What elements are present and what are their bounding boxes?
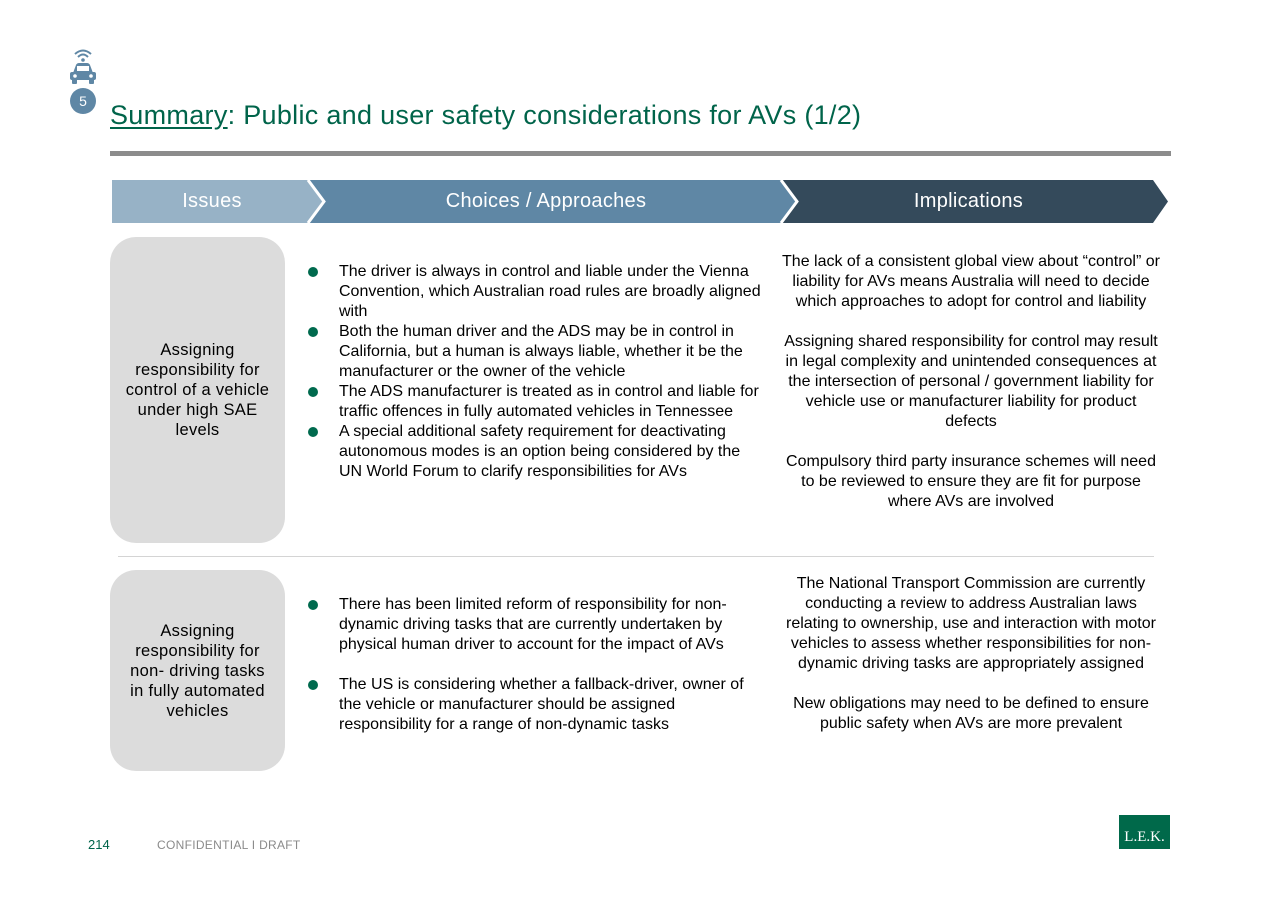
- column-header-bar: [110, 180, 1170, 223]
- implications-header: Implications: [913, 190, 1024, 212]
- list-item: The driver is always in control and liable under the Vienna Convention, which Australian road rules are broadly aligned with: [305, 262, 767, 322]
- list-item: Both the human driver and the ADS may be in control in California, but a human is always liable, whether it be the manufacturer or the owner of the vehicle: [305, 322, 767, 382]
- issues-header: Issues: [182, 190, 242, 212]
- choices-list-control: [305, 262, 767, 482]
- confidential-label: CONFIDENTIAL I DRAFT: [157, 838, 301, 852]
- implication-text: New obligations may need to be defined to ensure public safety when AVs are more prevalent: [793, 695, 1149, 732]
- row-divider: [118, 556, 1154, 557]
- list-item: There has been limited reform of responsibility for non-dynamic driving tasks that are currently undertaken by physical human driver to account for the impact of AVs: [305, 595, 767, 655]
- issue-label-control: Assigning responsibility for control of a vehicle under high SAE levels: [110, 237, 285, 543]
- title-rule: [110, 151, 1171, 156]
- connected-car-icon: [67, 46, 99, 86]
- page-title: [110, 100, 861, 131]
- list-item: A special additional safety requirement for deactivating autonomous modes is an option being considered by the UN World Forum to clarify responsibilities for AVs: [305, 422, 767, 482]
- list-item: The US is considering whether a fallback-driver, owner of the vehicle or manufacturer should be assigned responsibility for a range of non-dynamic tasks: [305, 675, 767, 735]
- implication-text: The National Transport Commission are currently conducting a review to address Australian laws relating to ownership, use and interaction with motor vehicles to assess whether responsibilities for non-dynamic driving tasks are appropriately assigned: [786, 575, 1156, 672]
- implication-text: Compulsory third party insurance schemes will need to be reviewed to ensure they are fit for purpose where AVs are involved: [786, 453, 1156, 510]
- implications-control: [778, 252, 1164, 512]
- choices-list-non-driving: [305, 595, 767, 735]
- page-title-rest: : Public and user safety considerations for AVs (1/2): [227, 100, 862, 130]
- choices-header: Choices / Approaches: [445, 190, 647, 212]
- issue-label-non-driving: Assigning responsibility for non- driving tasks in fully automated vehicles: [110, 570, 285, 771]
- implication-text: The lack of a consistent global view about “control” or liability for AVs means Australia will need to decide which approaches to adopt for control and liability: [782, 253, 1160, 310]
- lek-logo: [1119, 815, 1170, 849]
- implications-non-driving: [778, 574, 1164, 734]
- list-item: The ADS manufacturer is treated as in control and liable for traffic offences in fully automated vehicles in Tennessee: [305, 382, 767, 422]
- logo-text: L.E.K.: [1124, 829, 1165, 845]
- section-badge: 5: [70, 88, 96, 114]
- page-title-lead: Summary: [110, 100, 228, 130]
- page-number: 214: [88, 837, 110, 852]
- implication-text: Assigning shared responsibility for control may result in legal complexity and unintended consequences at the intersection of personal / government liability for vehicle use or manufacturer liability for product defects: [784, 333, 1158, 430]
